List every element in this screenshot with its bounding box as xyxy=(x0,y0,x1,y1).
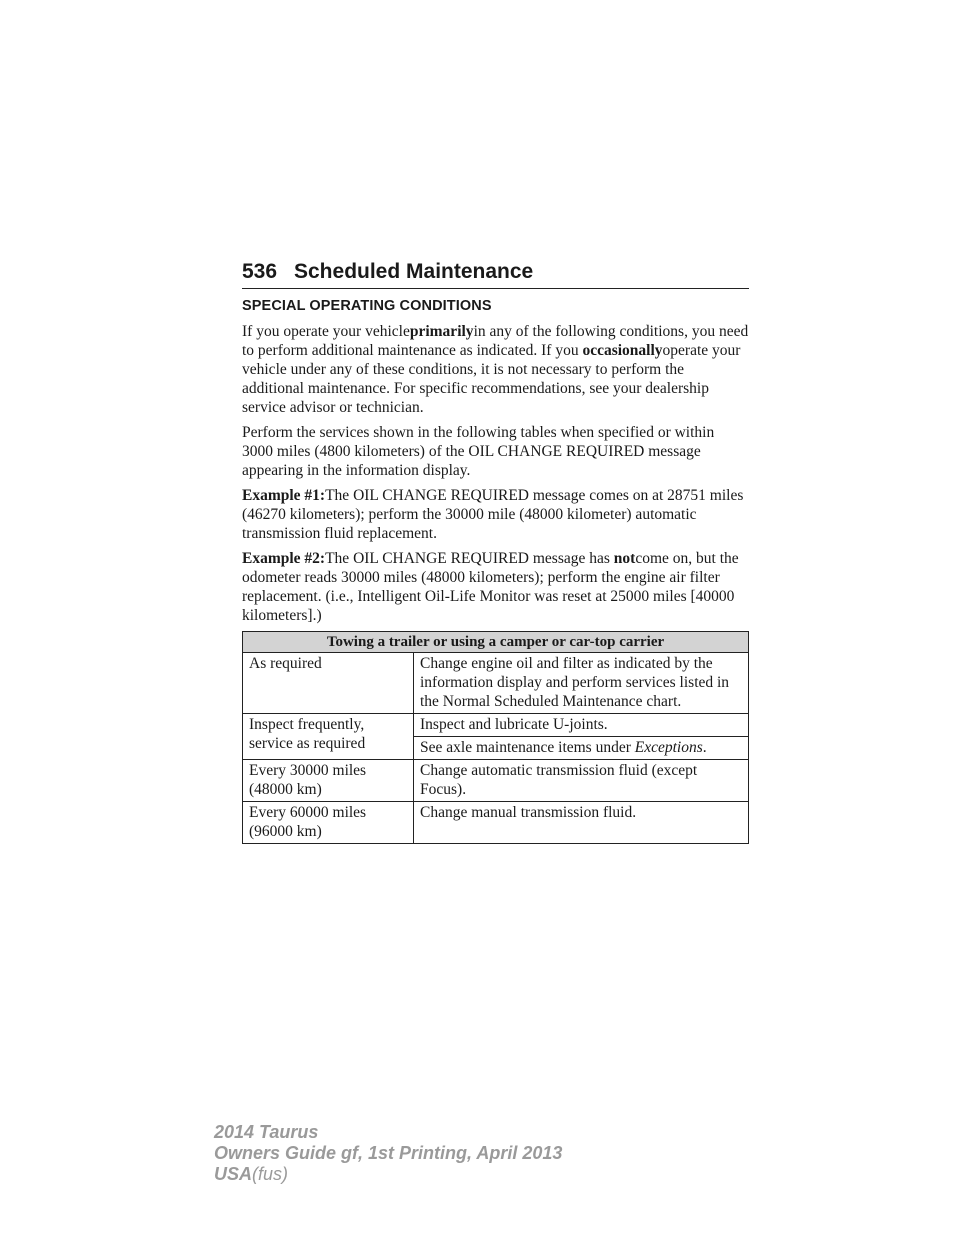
exceptions-reference: Exceptions xyxy=(634,739,703,756)
page-header xyxy=(242,258,749,289)
service-cell: Change manual transmission fluid. xyxy=(414,802,749,844)
interval-cell: Inspect frequently, service as required xyxy=(243,714,414,760)
service-cell xyxy=(414,737,749,760)
emphasis-occasionally: occasionally xyxy=(582,342,663,359)
footer-line-2: Owners Guide gf, 1st Printing, April 2013 xyxy=(214,1143,563,1163)
table-row xyxy=(243,714,749,737)
intro-text-2: in any of the following conditions, you need to perform additional maintenance as indicated. If you xyxy=(242,323,749,359)
interval-cell: Every 60000 miles (96000 km) xyxy=(243,802,414,844)
page-footer xyxy=(214,1122,562,1185)
example-2-text-2: come on, but the odometer reads 30000 miles (48000 kilometers); perform the engine air filter replacement. (i.e., Intelligent Oil-Life Monitor was reset at 25000 miles [40000 kilometers].) xyxy=(242,550,739,624)
emphasis-not: not xyxy=(613,550,636,567)
footer-line-3 xyxy=(214,1164,562,1185)
example-2 xyxy=(242,549,749,625)
interval-cell: As required xyxy=(243,653,414,714)
footer-region: USA xyxy=(214,1164,253,1184)
footer-region-code: (fus) xyxy=(252,1164,289,1184)
table-row xyxy=(243,802,749,844)
services-paragraph: Perform the services shown in the following tables when specified or within 3000 miles (4800 kilometers) of the OIL CHANGE REQUIRED message appearing in the information display. xyxy=(242,424,715,479)
page-content xyxy=(242,296,749,844)
service-cell: Change automatic transmission fluid (except Focus). xyxy=(414,760,749,802)
table-row xyxy=(243,653,749,714)
page-number: 536 xyxy=(242,260,278,283)
example-2-text-1: The OIL CHANGE REQUIRED message has xyxy=(325,550,610,567)
example-1-text: The OIL CHANGE REQUIRED message comes on at 28751 miles (46270 kilometers); perform the 30000 mile (48000 kilometer) automatic transmission fluid replacement. xyxy=(242,487,744,542)
service-text-end: . xyxy=(702,739,707,756)
intro-paragraph xyxy=(242,322,749,417)
intro-text-3: operate your vehicle under any of these conditions, it is not necessary to perform the additional maintenance. For specific recommendations, see your dealership service advisor or technician. xyxy=(242,342,741,416)
table-title: Towing a trailer or using a camper or car-top carrier xyxy=(243,632,749,653)
service-text: See axle maintenance items under xyxy=(420,739,631,756)
table-row xyxy=(243,760,749,802)
service-cell: Change engine oil and filter as indicated by the information display and perform services listed in the Normal Scheduled Maintenance chart. xyxy=(414,653,749,714)
example-1-label: Example #1: xyxy=(242,487,326,504)
section-heading: SPECIAL OPERATING CONDITIONS xyxy=(242,298,492,314)
table-header-row xyxy=(243,632,749,653)
section-title: Scheduled Maintenance xyxy=(294,260,534,283)
interval-cell: Every 30000 miles (48000 km) xyxy=(243,760,414,802)
intro-text-1: If you operate your vehicle xyxy=(242,323,410,340)
emphasis-primarily: primarily xyxy=(409,323,474,340)
example-1 xyxy=(242,486,749,543)
maintenance-table xyxy=(242,631,749,844)
footer-line-1: 2014 Taurus xyxy=(214,1122,319,1142)
service-cell: Inspect and lubricate U-joints. xyxy=(414,714,749,737)
example-2-label: Example #2: xyxy=(242,550,326,567)
